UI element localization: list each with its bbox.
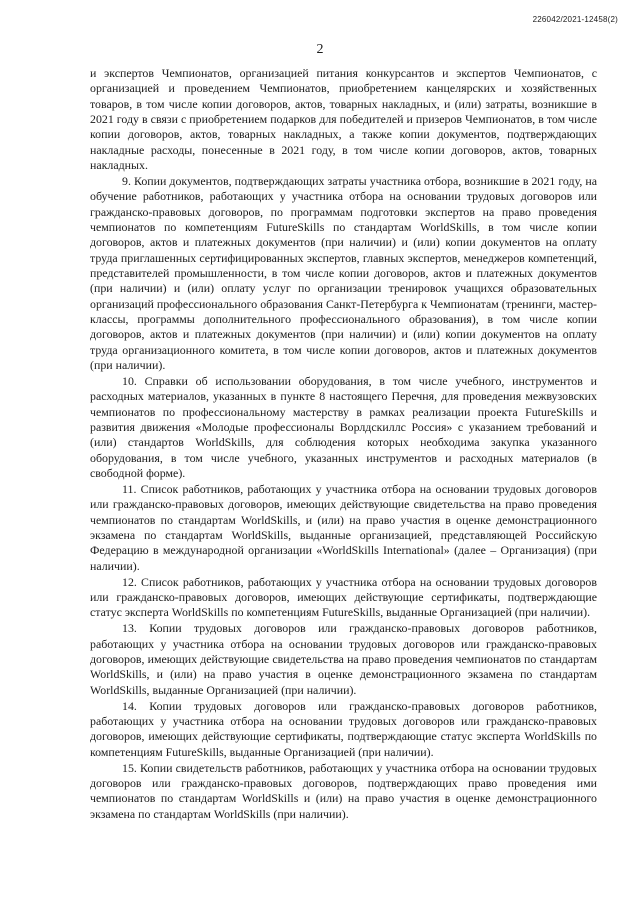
paragraph-item-11: 11. Список работников, работающих у участника отбора на основании трудовых договоров или гражданско-правовых договоров, имеющих действующие свидетельства на право проведения чемпионатов по стандартам WorldSkills, и (или) на право участия в оценке демонстрационного экзамена по стандартам WorldSkills, выданные организацией, представляющей Российскую Федерацию в международной организации «WorldSkills International» (далее – Организация) (при наличии). <box>90 482 597 573</box>
page-number: 2 <box>316 42 324 57</box>
paragraph-item-13: 13. Копии трудовых договоров или гражданско-правовых договоров работников, работающих у участника отбора на основании трудовых договоров или гражданско-правовых договоров, имеющих действующие свидетельства на право проведения чемпионатов по стандартам WorldSkills, и (или) на право участия в оценке демонстрационного экзамена по стандартам WorldSkills, выданные Организацией (при наличии). <box>90 621 597 697</box>
paragraph-item-14: 14. Копии трудовых договоров или гражданско-правовых договоров работников, работающих у участника отбора на основании трудовых договоров или гражданско-правовых договоров, имеющих действующие сертификаты, подтверждающие статус эксперта WorldSkills по компетенциям FutureSkills, выданные Организацией (при наличии). <box>90 698 597 759</box>
paragraph-continuation: и экспертов Чемпионатов, организацией питания конкурсантов и экспертов Чемпионатов, с организацией и проведением Чемпионатов, приобретением канцелярских и хозяйственных товаров, в том числе копии договоров, актов, товарных накладных, и (или) затраты, возникшие в 2021 году в связи с приобретением подарков для победителей и призеров Чемпионатов, в том числе копии договоров, актов, товарных накладных, а также копии документов, подтверждающих накладные расходы, понесенные в 2021 году, в том числе копии договоров, актов, товарных накладных. <box>90 66 597 173</box>
paragraph-item-15: 15. Копии свидетельств работников, работающих у участника отбора на основании трудовых договоров или гражданско-правовых договоров, подтверждающих право проведения ими чемпионатов по стандартам WorldSkills и (или) на право участия в оценке демонстрационного экзамена по стандартам WorldSkills (при наличии). <box>90 760 597 821</box>
document-body <box>90 66 597 823</box>
paragraph-item-12: 12. Список работников, работающих у участника отбора на основании трудовых договоров или гражданско-правовых договоров, имеющих действующие сертификаты, подтверждающие статус эксперта WorldSkills по компетенциям FutureSkills, выданные Организацией (при наличии). <box>90 574 597 620</box>
document-number: 226042/2021-12458(2) <box>532 15 618 24</box>
paragraph-item-9: 9. Копии документов, подтверждающих затраты участника отбора, возникшие в 2021 году, на обучение работников, работающих у участника отбора на основании трудовых договоров или гражданско-правовых договоров, по программам подготовки экспертов на право проведения чемпионатов по компетенциям FutureSkills по стандартам WorldSkills, в том числе копии договоров, актов и платежных документов (при наличии) и (или) копии документов на оплату труда приглашенных сертифицированных экспертов, главных экспертов, менеджеров компетенций, представителей промышленности, в том числе копии договоров, актов и платежных документов (при наличии) и (или) оплату услуг по организации тренировок учащихся образовательных организаций профессионального образования Санкт-Петербурга к Чемпионатам (тренинги, мастер-классы, программы дополнительного профессионального образования), в том числе копии договоров, актов и платежных документов (при наличии) и (или) копии документов на оплату труда организационного комитета, в том числе копии договоров, актов и платежных документов (при наличии). <box>90 174 597 373</box>
paragraph-item-10: 10. Справки об использовании оборудования, в том числе учебного, инструментов и расходных материалов, указанных в пункте 8 настоящего Перечня, для проведения межвузовских чемпионатов по профессиональному мастерству в рамках реализации проекта FutureSkills и развития движения «Молодые профессионалы Ворлдскиллс Россия» с указанием требований и (или) стандартов WorldSkills, для соблюдения которых необходима закупка указанного оборудования, в том числе учебного, указанных инструментов и расходных материалов (в свободной форме). <box>90 374 597 481</box>
